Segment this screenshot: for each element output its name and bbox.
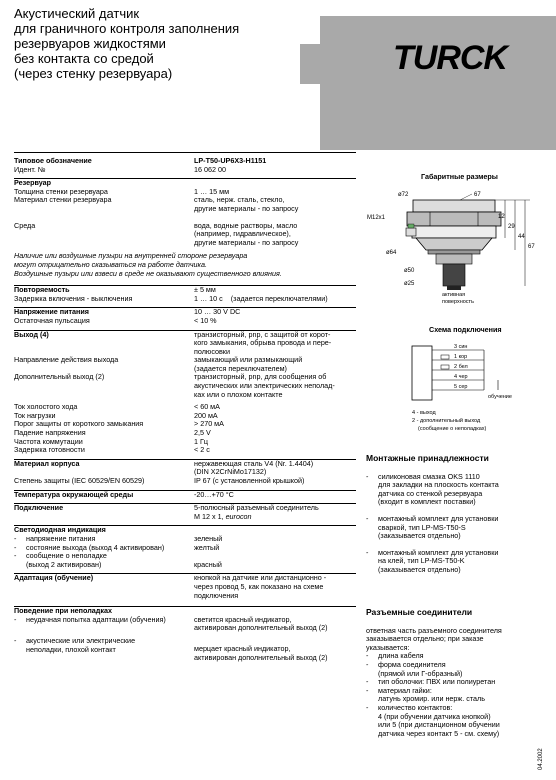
dim-label: M12x1 (367, 215, 386, 221)
connectors-intro: указывается: (366, 642, 410, 652)
direction-label: Направление действия выхода (14, 355, 119, 365)
type-value: LP-T50-UP6X3-H1151 (194, 156, 267, 165)
medium-value: (например, гидравлическое), (194, 229, 291, 239)
voltage-drop-label: Падение напряжения (14, 428, 86, 438)
ripple-label: Остаточная пульсация (14, 315, 90, 325)
ready-delay-value: < 2 с (194, 445, 210, 455)
connection-value: 5-полюсный разъемный соединитель (194, 503, 319, 513)
aux-output-label: Дополнительный выход (2) (14, 372, 105, 382)
connector-item: количество контактов: (378, 702, 453, 712)
material-value: другие материалы - по запросу (194, 203, 299, 213)
medium-label: Среда (14, 220, 36, 230)
voltage-drop-value: 2,5 V (194, 428, 211, 438)
aux-output-value: ках или о плохом контакте (194, 389, 283, 399)
load-current-label: Ток нагрузки (14, 410, 56, 420)
title-line: (через стенку резервуара) (14, 66, 173, 81)
title-line: для граничного контроля заполнения (14, 21, 240, 36)
delay-label: Задержка включения - выключения (14, 293, 133, 303)
adaptation-label: Адаптация (обучение) (14, 573, 94, 583)
product-title (14, 6, 314, 81)
svg-text:TURCK: TURCK (393, 40, 507, 74)
connection-value: M 12 x 1, (194, 511, 226, 521)
output-label: Выход (4) (14, 329, 49, 339)
dim-label: 67 (474, 192, 481, 198)
delay-value: 1 … 10 с (194, 293, 223, 303)
connector-item: форма соединителя (378, 659, 446, 669)
fault-value: активирован дополнительный выход (2) (194, 623, 328, 633)
dim-label: 29 (508, 224, 515, 230)
accessory-line: монтажный комплект для установки (378, 513, 499, 523)
teach-label: обучение (488, 394, 512, 400)
dimension-drawing (350, 188, 550, 308)
repeatability-value: ± 5 мм (194, 285, 216, 295)
title-line: резервуаров жидкостями (14, 36, 166, 51)
led-label: (выход 2 активирован) (26, 559, 102, 569)
dim-label: 67 (528, 244, 535, 250)
housing-value: (DIN X2CrNiMo17132) (194, 467, 267, 477)
material-label: Материал стенки резервуара (14, 195, 112, 205)
wall-value: 1 … 15 мм (194, 186, 230, 196)
led-value: желтый (194, 542, 220, 552)
note (14, 252, 356, 278)
fault-label: неполадки, плохой контакт (26, 644, 116, 654)
legend-line: 2 - дополнительный выход (412, 418, 481, 424)
dim-label: ø50 (404, 268, 415, 274)
ready-delay-label: Задержка готовности (14, 445, 85, 455)
output-value: кого замыкания, обрыва провода и пере- (194, 338, 332, 348)
dim-label: ø64 (386, 250, 397, 256)
connector-item: 4 (при обучении датчика кнопкой) (378, 711, 491, 721)
accessories-title: Монтажные принадлежности (366, 453, 489, 463)
adaptation-value: через провод 5, как показано на схеме (194, 581, 324, 591)
fault-heading: Поведение при неполадках (14, 606, 112, 616)
connectors-intro: ответная часть разъемного соединителя (366, 625, 502, 635)
led-label: состояние выхода (выход 4 активирован) (26, 542, 165, 552)
connectors: Разъемные соединители ответная часть разъемного соединителя заказывается отдельно; при заказе указывается: - длина кабеля - форма соединителя (прямой или Г-образный) - тип оболочки: ПВХ или полиуретан - материал гайки: латунь хромир. или нерж. сталь - количество контактов: 4 (при обучении датчика кнопкой) или 5 (при дистанционном обучении датчика через контакт 5 - см. схему) (366, 608, 544, 738)
connector-item: тип оболочки: ПВХ или полиуретан (378, 677, 496, 687)
led-label: напряжение питания (26, 533, 96, 543)
legend-line: (сообщение о неполадках) (418, 426, 487, 432)
accessory-line: (входит в комплект поставки) (378, 497, 476, 507)
dim-label: ø25 (404, 281, 415, 287)
fault-value: активирован дополнительный выход (2) (194, 652, 328, 662)
adaptation-value: кнопкой на датчике или дистанционно - (194, 573, 327, 583)
title-line: Акустический датчик (14, 6, 140, 21)
ip-label: Степень защиты (IEC 60529/EN 60529) (14, 476, 145, 485)
led-label: сообщение о неполадке (26, 551, 107, 561)
accessory-line: (заказывается отдельно) (378, 564, 461, 574)
note-line: Наличие или воздушные пузыри на внутренней стороне резервуара (14, 251, 248, 261)
connector-item: датчика через контакт 5 - см. схему) (378, 728, 500, 738)
accessories: Монтажные принадлежности - силиконовая смазка OKS 1110 для закладки на плоскость контакта датчика со стенкой резервуара (входит в комплект поставки) - монтажный комплект для установки сваркой, тип LP-MS-T50-S (заказывается отдельно) - монтажный комплект для установки на клей, тип LP-MS-T50-K (заказывается отдельно) (366, 454, 544, 575)
housing-label: Материал корпуса (14, 458, 80, 468)
connector-item: длина кабеля (378, 651, 424, 661)
material-value: сталь, нерж. сталь, стекло, (194, 195, 285, 205)
output-value: транзисторный, pnp, с защитой от корот- (194, 329, 331, 339)
medium-value: вода, водные растворы, масло (194, 220, 298, 230)
direction-value: (задается переключателем) (194, 363, 287, 373)
connection-brand: eurocon (225, 511, 252, 521)
medium-value: другие материалы - по запросу (194, 237, 299, 247)
wall-label: Толщина стенки резервуара (14, 186, 108, 196)
led-value: зеленый (194, 533, 223, 543)
repeatability-label: Повторяемость (14, 285, 70, 295)
dim-label: 12 (498, 214, 505, 220)
load-current-value: 200 мА (194, 410, 218, 420)
id-value: 16 062 00 (194, 164, 226, 174)
accessory-line: на клей, тип LP-MS-T50-K (378, 556, 465, 566)
spec-table: Типовое обозначение LP-T50-UP6X3-H1151 Идент. № 16 062 00 Резервуар Толщина стенки резервуара 1 … 15 мм Материал стенки резервуара сталь, нерж. сталь, стекло, другие материалы - по запросу Среда вода, водные растворы, масло (например, гидравлическое), другие материалы - по запросу Наличие или воздушные пузыри на внутренней стороне резервуара могут отрицательно сказываться на работе датчика. Воздушные пузыри или взвеси в среде не оказывают существенного влияния. Повторяемость ± 5 мм Задержка включения - выключения 1 … 10 с (задается переключателями) Напряжение питания 10 … 30 V DC Остаточная пульсация < 10 % Выход (4) транзисторный, pnp, с защитой от корот- кого замыкания, обрыва провода и пере- полюсовки Направление действия выхода замыкающий или размыкающий (задается переключателем) Дополнительный выход (2) транзисторный, pnp, для сообщения об акустических или электрических неполад- ках или о плохом контакте Ток холостого хода < 60 мА Ток нагрузки 200 мА Порог защиты от короткого замыкания > 270 мА Падение напряжения 2,5 V Частота коммутации 1 Гц Задержка готовности < 2 с Материал корпуса нержавеющая сталь V4 (Nr. 1.4404) (DIN X2CrNiMo17132) Степень защиты (IEC 60529/EN 60529) IP 67 (с установленной крышкой) Температура окружающей среды -20…+70 °C Подключение 5-полюсный разъемный соединитель M 12 x 1, eurocon Светодиодная индикация - напряжение питания зеленый - состояние выхода (выход 4 активирован) желтый - сообщение о неполадке (выход 2 активирован) красный Адаптация (обучение) кнопкой на датчике или дистанционно - через провод 5, как показано на схеме подключения Поведение при неполадках - неудачная попытка адаптации (обучения) светится красный индикатор, активирован дополнительный выход (2) - акустические или электрические неполадки, плохой контакт мерцает красный индикатор, активирован дополнительный выход (2) (14, 152, 356, 662)
accessory-line: силиконовая смазка OKS 1110 (378, 471, 480, 481)
fault-value: мерцает красный индикатор, (194, 643, 291, 653)
temperature-label: Температура окружающей среды (14, 489, 134, 499)
accessory-line: (заказывается отдельно) (378, 531, 461, 541)
accessory-line: датчика со стенкой резервуара (378, 488, 483, 498)
fault-label: неудачная попытка адаптации (обучения) (26, 614, 166, 624)
supply-value: 10 … 30 V DC (194, 307, 241, 317)
wire-label: 3 син (454, 344, 468, 350)
accessory-line: сваркой, тип LP-MS-T50-S (378, 522, 466, 532)
accessory-line: для закладки на плоскость контакта (378, 480, 499, 490)
connectors-title: Разъемные соединители (366, 607, 473, 617)
wire-label: 5 сер (454, 384, 468, 390)
surface-label: активная (442, 292, 466, 298)
wire-label: 1 кор (454, 354, 468, 360)
delay-note: (задается переключателями) (230, 293, 328, 303)
adaptation-value: подключения (194, 590, 239, 600)
direction-value: замыкающий или размыкающий (194, 355, 303, 365)
led-heading: Светодиодная индикация (14, 525, 106, 535)
type-label: Типовое обозначение (14, 156, 92, 165)
wire-label: 4 чер (454, 374, 468, 380)
id-label: Идент. № (14, 164, 46, 174)
wire-label: 2 бел (454, 364, 468, 370)
accessory-line: монтажный комплект для установки (378, 547, 499, 557)
frequency-value: 1 Гц (194, 436, 209, 446)
idle-current-label: Ток холостого хода (14, 402, 78, 412)
fault-label: акустические или электрические (26, 635, 136, 645)
connection-label: Подключение (14, 503, 64, 513)
connector-item: материал гайки: (378, 685, 432, 695)
output-value: полюсовки (194, 346, 230, 356)
connectors-intro: заказывается отдельно; при заказе (366, 634, 484, 644)
turck-logo (344, 40, 556, 74)
temperature-value: -20…+70 °C (194, 489, 234, 499)
wiring-diagram (408, 338, 548, 442)
dimensions-title: Габаритные размеры (421, 172, 498, 181)
frequency-label: Частота коммутации (14, 436, 83, 446)
surface-label: поверхность (442, 299, 474, 305)
housing-value: нержавеющая сталь V4 (Nr. 1.4404) (194, 458, 314, 468)
aux-output-value: транзисторный, pnp, для сообщения об (194, 372, 327, 382)
aux-output-value: акустических или электрических неполад- (194, 381, 335, 391)
dim-label: ø72 (398, 192, 409, 198)
fault-value: светится красный индикатор, (194, 614, 292, 624)
legend-line: 4 - выход (412, 410, 436, 416)
dim-label: 44 (518, 234, 525, 240)
ripple-value: < 10 % (194, 315, 217, 325)
connector-item: (прямой или Г-образный) (378, 668, 463, 678)
wiring-title: Схема подключения (429, 325, 502, 334)
note-line: Воздушные пузыри или взвеси в среде не оказывают существенного влияния. (14, 268, 282, 278)
title-line: без контакта со средой (14, 51, 154, 66)
date-stamp: 04.2002 (538, 748, 544, 770)
short-circuit-value: > 270 мА (194, 419, 224, 429)
short-circuit-label: Порог защиты от короткого замыкания (14, 419, 144, 429)
led-value: красный (194, 559, 222, 569)
ip-value: IP 67 (с установленной крышкой) (194, 476, 305, 485)
connector-item: или 5 (при дистанционном обучении (378, 720, 500, 730)
connector-item: латунь хромир. или нерж. сталь (378, 694, 485, 704)
note-line: могут отрицательно сказываться на работе датчика. (14, 259, 207, 269)
supply-label: Напряжение питания (14, 307, 90, 317)
idle-current-value: < 60 мА (194, 402, 220, 412)
tank-heading: Резервуар (14, 178, 52, 188)
